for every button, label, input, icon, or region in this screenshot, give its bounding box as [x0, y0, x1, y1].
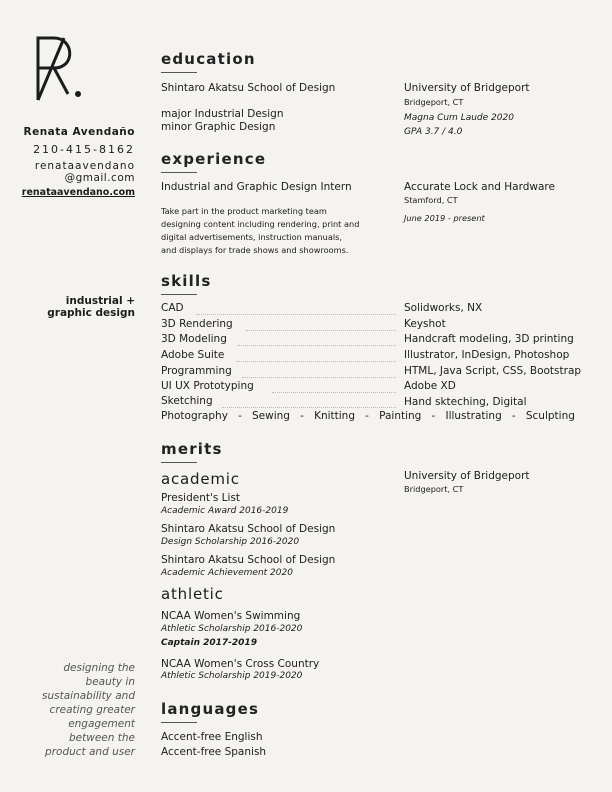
- hobby: Sculpting: [525, 410, 575, 422]
- motto-line: product and user: [45, 746, 135, 758]
- sidebar-field: [0, 295, 135, 319]
- sidebar-motto: [0, 661, 135, 759]
- monogram-logo: [30, 34, 86, 102]
- education-major: major Industrial Design: [161, 108, 284, 120]
- education-honor: Magna Cum Laude 2020: [404, 113, 514, 123]
- skill-tools: Solidworks, NX: [404, 302, 483, 314]
- merits-location: Bridgeport, CT: [404, 484, 464, 494]
- hobby: Painting: [379, 410, 422, 422]
- skill-tools: Adobe XD: [404, 380, 456, 392]
- merit-name: NCAA Women's Swimming: [161, 610, 301, 622]
- email-line-1: renataavendano: [34, 160, 135, 172]
- field-line-2: graphic design: [47, 307, 135, 319]
- hobby-separator: -: [511, 410, 516, 422]
- hobby-separator: -: [238, 410, 242, 422]
- email-line-2: @gmail.com: [64, 172, 135, 184]
- skill-name: 3D Modeling: [161, 333, 227, 345]
- description-line: digital advertisements, instruction manuals,: [161, 232, 342, 242]
- skills-rule: [161, 294, 197, 295]
- hobby: Sewing: [252, 410, 290, 422]
- description-line: designing content including rendering, print and: [161, 219, 360, 229]
- skill-tools: Keyshot: [404, 318, 446, 330]
- phone-number: 210-415-8162: [33, 143, 135, 156]
- experience-rule: [161, 172, 197, 173]
- merit-detail: Athletic Scholarship 2019-2020: [161, 671, 303, 681]
- language-item: Accent-free English: [161, 731, 263, 743]
- skill-tools: HTML, Java Script, CSS, Bootstrap: [404, 365, 582, 377]
- merits-rule: [161, 462, 197, 463]
- hobby-separator: -: [300, 410, 304, 422]
- athletic-subheading: athletic: [161, 585, 224, 603]
- motto-line: between the: [69, 732, 135, 744]
- skill-tools: Illustrator, InDesign, Photoshop: [404, 349, 570, 361]
- education-school: Shintaro Akatsu School of Design: [161, 82, 336, 94]
- skill-leader: [246, 330, 396, 331]
- merit-name: NCAA Women's Cross Country: [161, 658, 320, 670]
- education-university: University of Bridgeport: [404, 82, 530, 94]
- skill-leader: [236, 361, 396, 362]
- field-line-1: industrial +: [65, 295, 135, 307]
- hobby: Knitting: [314, 410, 356, 422]
- education-minor: minor Graphic Design: [161, 121, 276, 133]
- motto-line: creating greater: [49, 704, 135, 716]
- hobby: Illustrating: [445, 410, 502, 422]
- motto-line: engagement: [68, 718, 135, 730]
- motto-line: beauty in: [85, 676, 135, 688]
- skill-leader: [196, 314, 396, 315]
- academic-subheading: academic: [161, 470, 240, 488]
- skill-leader: [242, 377, 396, 378]
- experience-description: [161, 205, 359, 257]
- merit-name: Shintaro Akatsu School of Design: [161, 554, 336, 566]
- hobbies-row: [161, 410, 575, 423]
- skill-name: Adobe Suite: [161, 349, 225, 361]
- merit-detail: Academic Achievement 2020: [161, 568, 293, 578]
- skill-name: 3D Rendering: [161, 318, 233, 330]
- description-line: and displays for trade shows and showrooms.: [161, 245, 349, 255]
- description-line: Take part in the product marketing team: [161, 206, 327, 216]
- experience-location: Stamford, CT: [404, 195, 458, 205]
- sidebar-contact: [0, 126, 135, 198]
- skill-name: Programming: [161, 365, 232, 377]
- merit-detail: Academic Award 2016-2019: [161, 506, 289, 516]
- skills-heading: skills: [161, 272, 212, 290]
- skill-name: CAD: [161, 302, 184, 314]
- skill-tools: Handcraft modeling, 3D printing: [404, 333, 574, 345]
- language-item: Accent-free Spanish: [161, 746, 267, 758]
- hobby: Photography: [161, 410, 228, 422]
- merit-captain: Captain 2017-2019: [161, 638, 257, 648]
- experience-dates: June 2019 - present: [404, 213, 485, 223]
- merits-university: University of Bridgeport: [404, 470, 530, 482]
- person-name: Renata Avendaño: [23, 126, 135, 138]
- merit-detail: Athletic Scholarship 2016-2020: [161, 624, 303, 634]
- merits-heading: merits: [161, 440, 223, 458]
- skill-leader: [222, 407, 396, 408]
- experience-role: Industrial and Graphic Design Intern: [161, 181, 352, 193]
- skill-leader: [238, 345, 396, 346]
- languages-heading: languages: [161, 700, 260, 718]
- education-location: Bridgeport, CT: [404, 97, 464, 107]
- hobby-separator: -: [431, 410, 436, 422]
- education-heading: education: [161, 50, 256, 68]
- skill-name: Sketching: [161, 395, 213, 407]
- experience-company: Accurate Lock and Hardware: [404, 181, 555, 193]
- motto-line: sustainability and: [42, 690, 135, 702]
- motto-line: designing the: [63, 662, 135, 674]
- education-rule: [161, 72, 197, 73]
- hobby-separator: -: [365, 410, 369, 422]
- skill-name: UI UX Prototyping: [161, 380, 254, 392]
- experience-heading: experience: [161, 150, 267, 168]
- skill-leader: [272, 392, 396, 393]
- skill-tools: Hand sktech‌ing, Digital: [404, 396, 527, 408]
- education-gpa: GPA 3.7 / 4.0: [404, 127, 463, 137]
- merit-detail: Design Scholarship 2016-2020: [161, 537, 300, 547]
- languages-rule: [161, 722, 197, 723]
- merit-name: Shintaro Akatsu School of Design: [161, 523, 336, 535]
- website-link[interactable]: renataavendano.com: [21, 187, 135, 198]
- merit-name: President's List: [161, 492, 241, 504]
